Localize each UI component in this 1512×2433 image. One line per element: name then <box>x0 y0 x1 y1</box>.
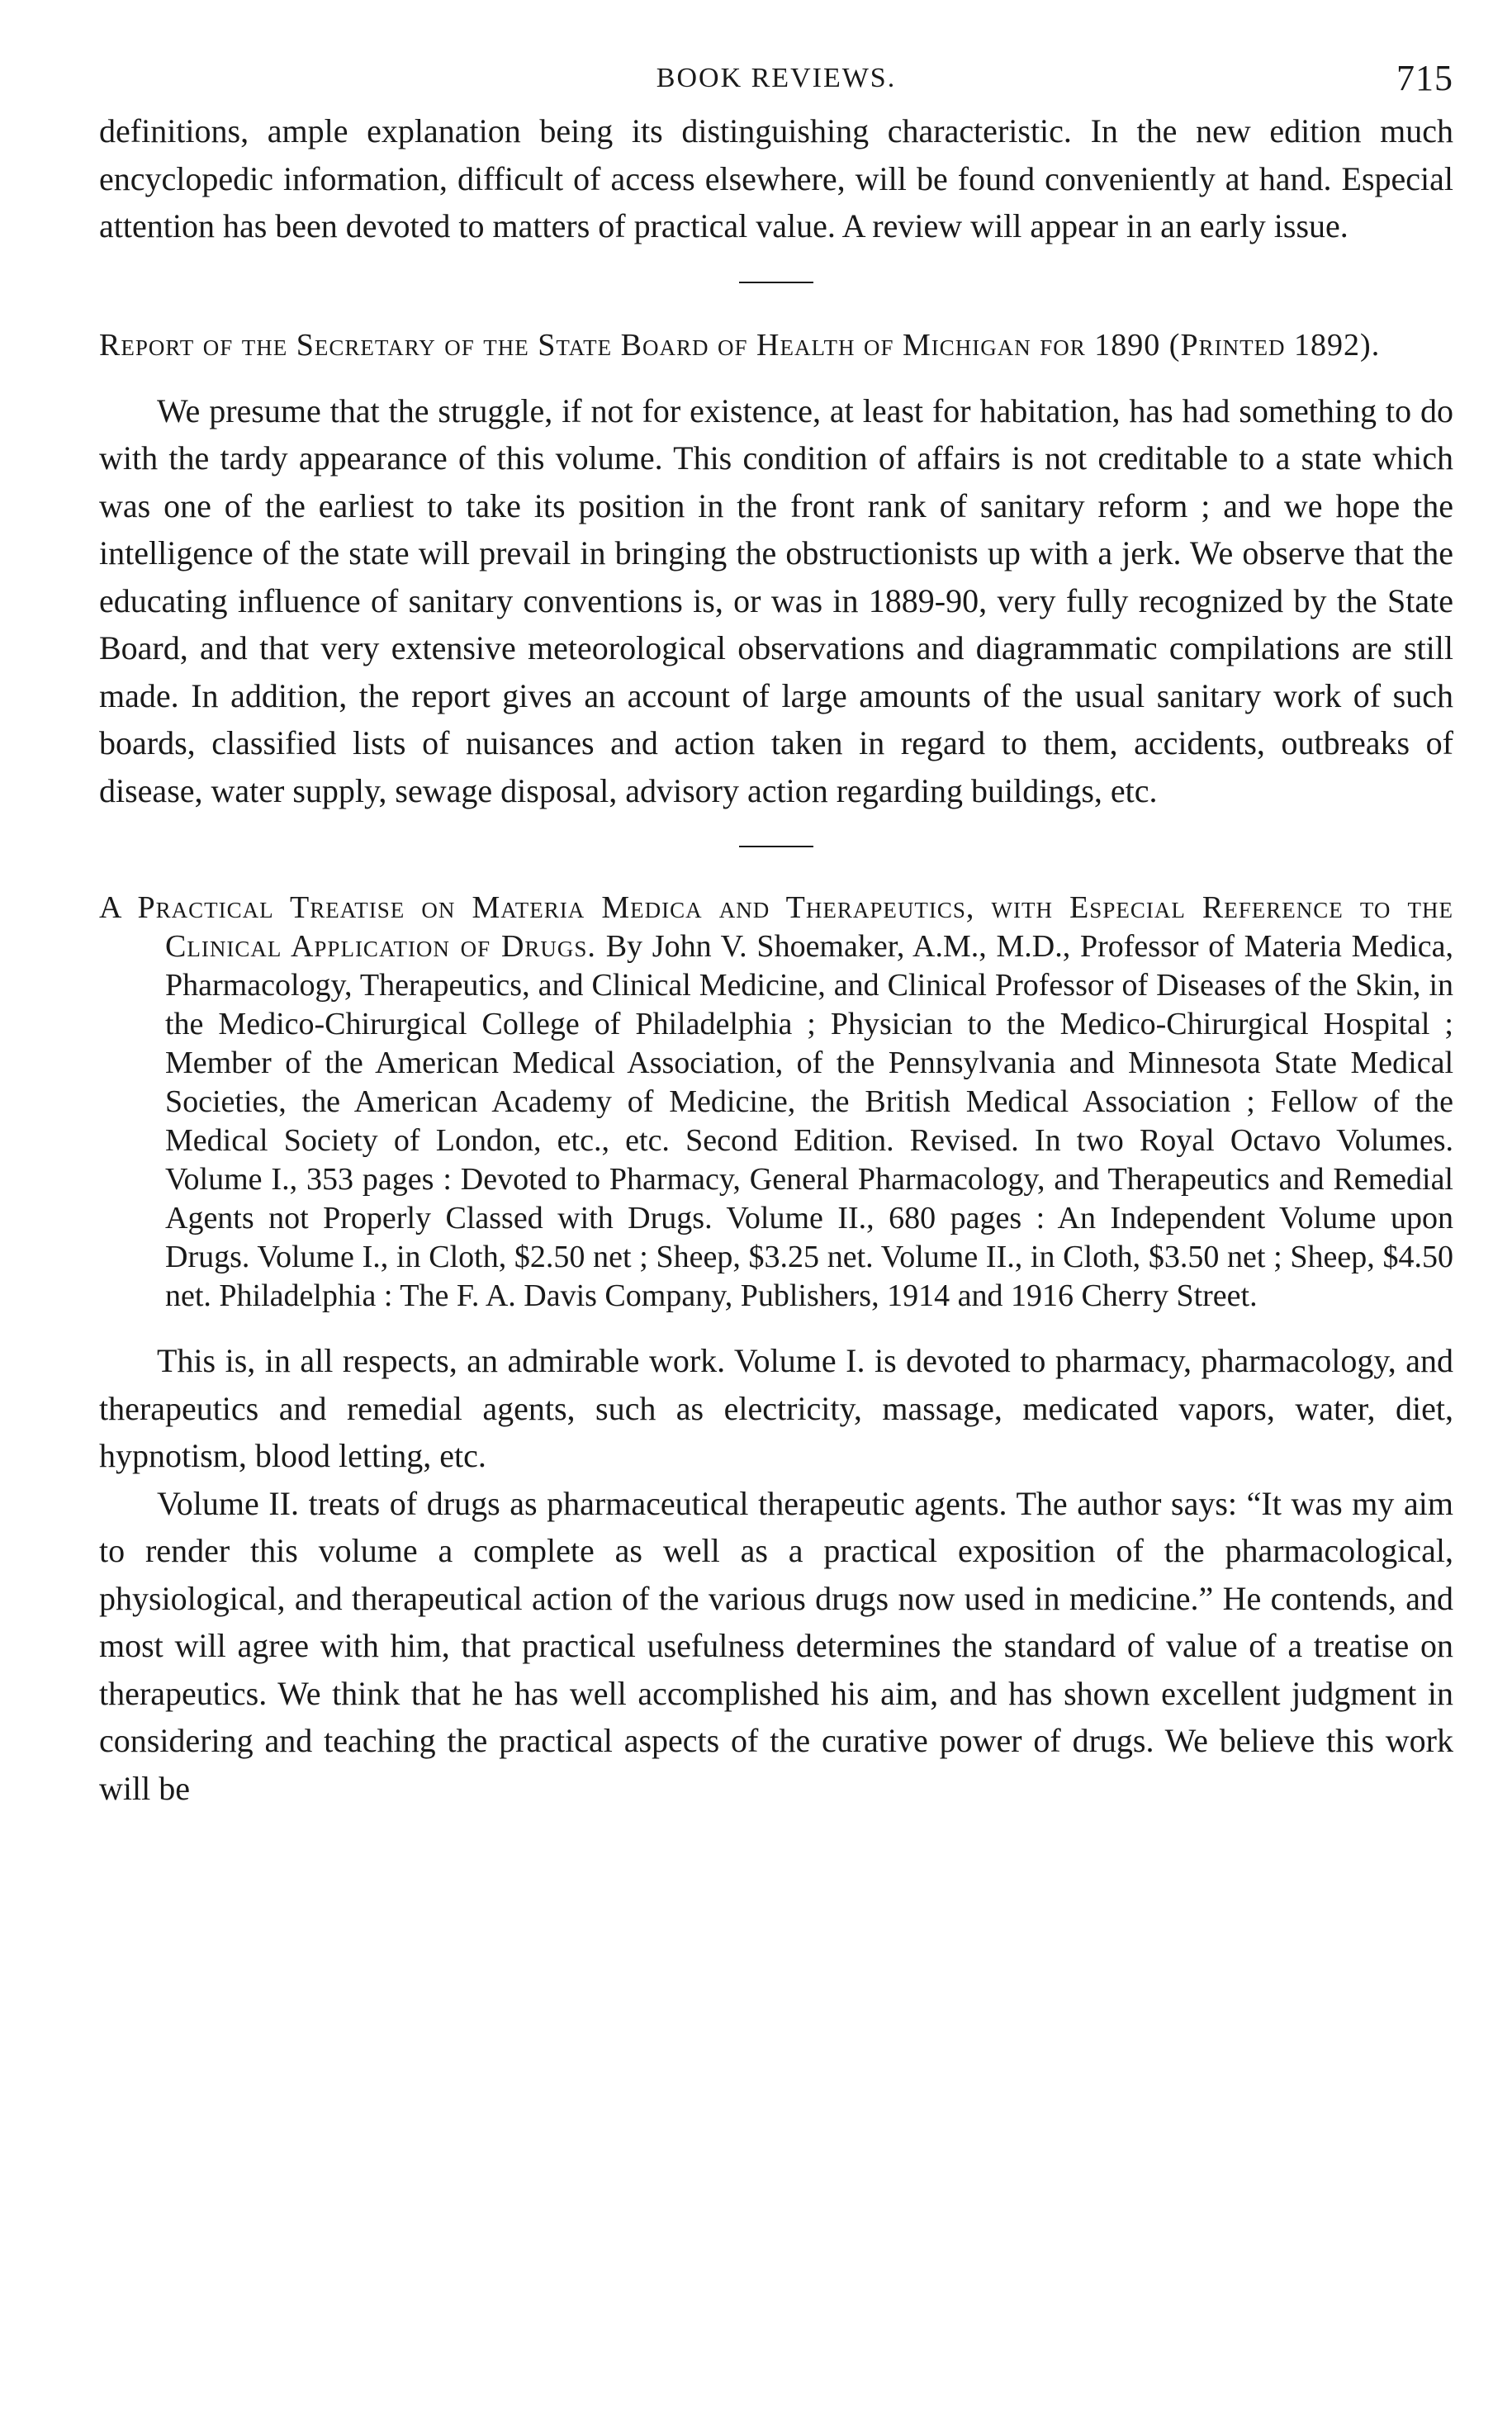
materia-medica-bibliographic-details: By John V. Shoemaker, A.M., M.D., Professor of Materia Medica, Pharmacology, Therapeutics, and Clinical Medicine, and Clinical Professor of Diseases of the Skin, in the Medico-Chirurgical College of Philadelphia ; Physician to the Medico-Chirurgical Hospital ; Member of the American Medical Association, of the Pennsylvania and Minnesota State Medical Societies, the American Academy of Medicine, the British Medical Association ; Fellow of the Medical Society of London, etc., etc. Second Edition. Revised. In two Royal Octavo Volumes. Volume I., 353 pages : Devoted to Pharmacy, General Pharmacology, and Therapeutics and Remedial Agents not Properly Classed with Drugs. Volume II., 680 pages : An Independent Volume upon Drugs. Volume I., in Cloth, $2.50 net ; Sheep, $3.25 net. Volume II., in Cloth, $3.50 net ; Sheep, $4.50 net. Philadelphia : The F. A. Davis Company, Publishers, 1914 and 1916 Cherry Street. <box>165 929 1454 1313</box>
book-page <box>99 50 1453 1812</box>
materia-medica-title: A Practical Treatise on Materia Medica and Therapeutics, with Especial Reference to the Clinical Application of Drugs. <box>99 890 1453 964</box>
materia-medica-review-paragraph-1: This is, in all respects, an admirable work. Volume I. is devoted to pharmacy, pharmacology, and therapeutics and remedial agents, such as electricity, massage, medicated vapors, water, diet, hypnotism, blood letting, etc. <box>99 1342 1453 1474</box>
page-number: 715 <box>1396 58 1453 98</box>
materia-medica-review-paragraph-2: Volume II. treats of drugs as pharmaceutical therapeutic agents. The author says: “It was my aim to render this volume a complete as well as a practical exposition of the pharmacological, physiological, and therapeutical action of the various drugs now used in medicine.” He contends, and most will agree with him, that practical usefulness determines the standard of value of a treatise on therapeutics. We think that he has well accomplished his aim, and has shown excellent judgment in considering and teaching the practical aspects of the curative power of drugs. We believe this work will be <box>99 1484 1453 1807</box>
section-divider <box>739 846 813 847</box>
materia-medica-citation <box>99 889 1453 1316</box>
running-title: BOOK REVIEWS. <box>656 63 897 93</box>
michigan-report-title: Report of the Secretary of the State Board of Health of Michigan for 1890 (Printed 1892). <box>99 327 1381 363</box>
section-divider <box>739 282 813 283</box>
continuation-paragraph: definitions, ample explanation being its distinguishing characteristic. In the new edition much encyclopedic information, difficult of access elsewhere, will be found conveniently at hand. Especial attention has been devoted to matters of practical value. A review will appear in an early issue. <box>99 112 1453 244</box>
running-head <box>99 50 1453 107</box>
michigan-report-review: We presume that the struggle, if not for existence, at least for habitation, has had something to do with the tardy appearance of this volume. This condition of affairs is not creditable to a state which was one of the earliest to take its position in the front rank of sanitary reform ; and we hope the intelligence of the state will prevail in bringing the obstructionists up with a jerk. We observe that the educating influence of sanitary conventions is, or was in 1889-90, very fully recognized by the State Board, and that very extensive meteorological observations and diagrammatic compilations are still made. In addition, the report gives an account of large amounts of the usual sanitary work of such boards, classified lists of nuisances and action taken in regard to them, accidents, outbreaks of disease, water supply, sewage disposal, advisory action regarding buildings, etc. <box>99 391 1453 809</box>
